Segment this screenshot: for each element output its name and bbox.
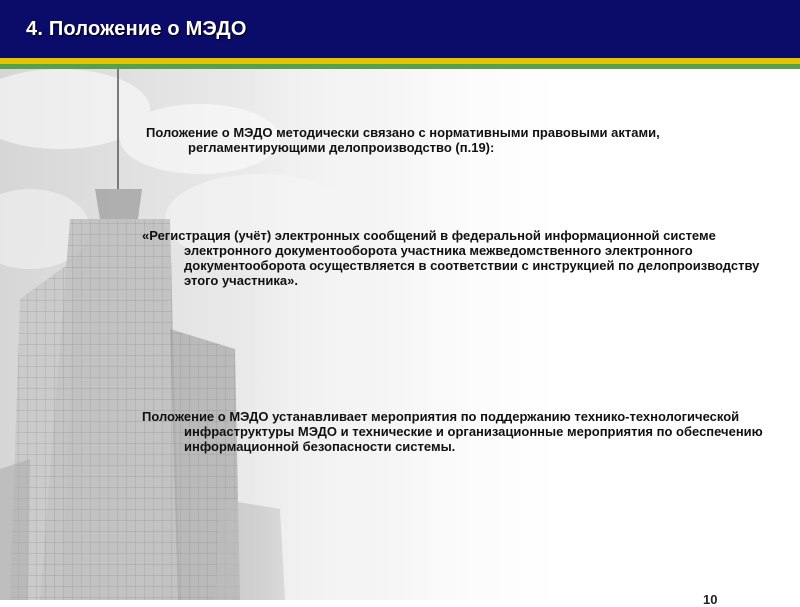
slide-title: 4. Положение о МЭДО — [26, 18, 247, 40]
paragraph-2: «Регистрация (учёт) электронных сообщений в федеральной информационной системе электронного документооборота участника межведомственного электронного документооборота осуществляется в соответствии с инструкцией по делопроизводству этого участника». — [142, 228, 760, 288]
page-number: 10 — [703, 592, 718, 607]
paragraph-1: Положение о МЭДО методически связано с нормативными правовыми актами, регламентирующими делопроизводство (п.19): — [146, 125, 660, 155]
paragraph-3: Положение о МЭДО устанавливает мероприятия по поддержанию технико-технологической инфраструктуры МЭДО и технические и организационные мероприятия по обеспечению информационной безопасности системы. — [142, 409, 763, 454]
